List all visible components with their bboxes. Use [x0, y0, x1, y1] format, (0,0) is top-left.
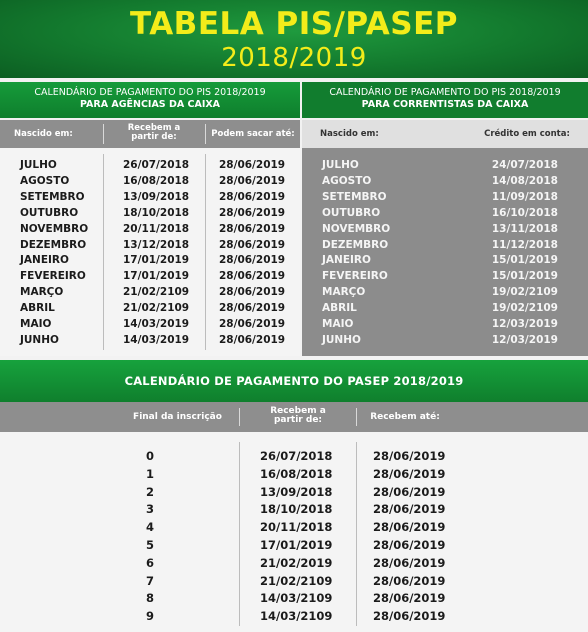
until-cell: 28/06/2019	[373, 591, 446, 606]
until-cell: 28/06/2019	[219, 318, 286, 330]
final-cell: 5	[145, 538, 154, 552]
table-row	[302, 270, 588, 286]
pis-correntistas-band	[302, 82, 588, 118]
from-cell: 18/10/2018	[260, 502, 333, 517]
until-cell: 28/06/2019	[373, 538, 446, 552]
credit-cell: 24/07/2018	[491, 159, 558, 171]
from-cell: 14/03/2019	[123, 318, 190, 330]
credit-cell: 15/01/2019	[491, 254, 558, 267]
until-cell: 28/06/2019	[373, 573, 446, 588]
col-receive	[106, 124, 202, 142]
col-born: Nascido em:	[14, 129, 73, 139]
from-cell: 20/11/2018	[260, 520, 333, 535]
divider	[356, 408, 357, 426]
month-cell: DEZEMBRO	[20, 238, 87, 251]
from-cell: 21/02/2109	[123, 286, 190, 299]
page-header	[0, 0, 588, 78]
month-cell: FEVEREIRO	[20, 270, 86, 283]
month-cell: JUNHO	[322, 333, 361, 346]
from-cell: 14/03/2109	[260, 591, 333, 606]
table-row	[302, 223, 588, 239]
final-cell: 2	[145, 484, 154, 499]
from-cell: 13/09/2018	[123, 190, 190, 203]
until-cell: 28/06/2019	[373, 466, 446, 481]
final-cell: 6	[145, 555, 154, 570]
pis-caixa-band	[0, 82, 300, 118]
until-cell: 28/06/2019	[219, 286, 286, 299]
final-cell: 4	[145, 520, 154, 535]
month-cell: NOVEMBRO	[20, 222, 89, 235]
table-row	[302, 239, 588, 255]
credit-cell: 19/02/2109	[491, 286, 558, 299]
until-cell: 28/06/2019	[373, 609, 446, 624]
until-cell: 28/06/2019	[373, 449, 446, 463]
month-cell: JUNHO	[20, 333, 59, 346]
pis-correntistas-table	[302, 148, 588, 356]
divider	[239, 408, 240, 426]
pasep-table	[0, 432, 588, 632]
table-row	[0, 334, 300, 350]
pasep-band: CALENDÁRIO DE PAGAMENTO DO PASEP 2018/2019	[0, 360, 588, 402]
from-cell: 13/12/2018	[123, 238, 190, 251]
month-cell: NOVEMBRO	[322, 222, 391, 235]
month-cell: OUTUBRO	[322, 206, 381, 219]
table-row	[0, 467, 588, 484]
table-row	[0, 191, 300, 207]
table-row	[0, 159, 300, 175]
table-row	[0, 556, 588, 573]
final-cell: 8	[145, 591, 154, 606]
pis-caixa-column-header	[0, 120, 300, 148]
until-cell: 28/06/2019	[373, 520, 446, 535]
month-cell: MAIO	[322, 318, 354, 330]
until-cell: 28/06/2019	[373, 502, 446, 517]
credit-cell: 11/09/2018	[491, 190, 558, 203]
table-row	[0, 538, 588, 555]
table-row	[302, 207, 588, 223]
col-receive-line2: partir de:	[131, 132, 177, 142]
month-cell: DEZEMBRO	[322, 238, 389, 251]
month-cell: SETEMBRO	[322, 190, 387, 203]
pis-correntistas-band-line1: CALENDÁRIO DE PAGAMENTO DO PIS 2018/2019	[329, 87, 561, 98]
col-receive-line2: partir de:	[273, 415, 323, 425]
table-row	[0, 609, 588, 626]
table-row	[0, 254, 300, 270]
table-row	[0, 286, 300, 302]
col-born: Nascido em:	[320, 129, 379, 139]
divider	[205, 124, 206, 144]
until-cell: 28/06/2019	[219, 254, 286, 267]
from-cell: 13/09/2018	[260, 484, 333, 499]
table-row	[302, 302, 588, 318]
from-cell: 26/07/2018	[260, 449, 333, 463]
final-cell: 3	[145, 502, 154, 517]
month-cell: JULHO	[322, 159, 359, 171]
from-cell: 14/03/2019	[123, 333, 190, 346]
until-cell: 28/06/2019	[219, 190, 286, 203]
credit-cell: 19/02/2109	[491, 302, 558, 315]
pis-caixa-table	[0, 148, 300, 356]
from-cell: 17/01/2019	[260, 538, 333, 552]
from-cell: 16/08/2018	[123, 174, 190, 187]
table-row	[302, 175, 588, 191]
until-cell: 28/06/2019	[219, 174, 286, 187]
pis-caixa-band-line2: PARA AGÊNCIAS DA CAIXA	[79, 99, 221, 110]
page-subtitle: 2018/2019	[221, 43, 367, 73]
table-row	[0, 207, 300, 223]
until-cell: 28/06/2019	[219, 333, 286, 346]
until-cell: 28/06/2019	[219, 206, 286, 219]
col-receive	[243, 407, 353, 425]
col-final: Final da inscrição	[133, 412, 222, 422]
col-credit: Crédito em conta:	[484, 129, 570, 139]
credit-cell: 12/03/2019	[491, 333, 558, 346]
month-cell: FEVEREIRO	[322, 270, 388, 283]
from-cell: 21/02/2109	[260, 573, 333, 588]
table-row	[0, 449, 588, 466]
from-cell: 16/08/2018	[260, 466, 333, 481]
table-row	[0, 175, 300, 191]
until-cell: 28/06/2019	[219, 222, 286, 235]
until-cell: 28/06/2019	[219, 238, 286, 251]
until-cell: 28/06/2019	[219, 159, 286, 171]
table-row	[302, 191, 588, 207]
pasep-column-header	[0, 402, 588, 432]
table-row	[0, 485, 588, 502]
table-row	[0, 223, 300, 239]
month-cell: JANEIRO	[20, 254, 69, 267]
until-cell: 28/06/2019	[219, 270, 286, 283]
col-receive-line1: Recebem a	[270, 406, 326, 416]
pis-correntistas-band-line2: PARA CORRENTISTAS DA CAIXA	[361, 99, 529, 110]
table-row	[0, 502, 588, 519]
from-cell: 21/02/2019	[260, 555, 333, 570]
from-cell: 21/02/2109	[123, 302, 190, 315]
month-cell: AGOSTO	[20, 174, 70, 187]
month-cell: SETEMBRO	[20, 190, 85, 203]
col-receive-line1: Recebem a	[127, 123, 181, 133]
month-cell: MARÇO	[322, 286, 366, 299]
page-title: TABELA PIS/PASEP	[129, 6, 459, 42]
table-row	[302, 286, 588, 302]
from-cell: 18/10/2018	[123, 206, 190, 219]
from-cell: 17/01/2019	[123, 254, 190, 267]
credit-cell: 11/12/2018	[491, 238, 558, 251]
credit-cell: 12/03/2019	[491, 318, 558, 330]
final-cell: 7	[145, 573, 154, 588]
table-row	[302, 334, 588, 350]
table-row	[0, 239, 300, 255]
credit-cell: 14/08/2018	[491, 174, 558, 187]
table-row	[0, 591, 588, 608]
month-cell: JANEIRO	[322, 254, 371, 267]
table-row	[302, 318, 588, 334]
until-cell: 28/06/2019	[373, 555, 446, 570]
table-row	[0, 318, 300, 334]
credit-cell: 13/11/2018	[491, 222, 558, 235]
month-cell: ABRIL	[322, 302, 357, 315]
table-row	[0, 574, 588, 591]
pis-correntistas-column-header	[302, 120, 588, 148]
month-cell: ABRIL	[20, 302, 55, 315]
month-cell: MAIO	[20, 318, 52, 330]
from-cell: 20/11/2018	[123, 222, 190, 235]
from-cell: 14/03/2109	[260, 609, 333, 624]
final-cell: 1	[145, 466, 154, 481]
col-withdraw: Podem sacar até:	[211, 129, 295, 139]
table-row	[302, 159, 588, 175]
table-row	[302, 254, 588, 270]
table-row	[0, 302, 300, 318]
credit-cell: 16/10/2018	[491, 206, 558, 219]
month-cell: AGOSTO	[322, 174, 372, 187]
month-cell: OUTUBRO	[20, 206, 79, 219]
month-cell: JULHO	[20, 159, 57, 171]
divider	[103, 124, 104, 144]
table-row	[0, 520, 588, 537]
until-cell: 28/06/2019	[373, 484, 446, 499]
col-until: Recebem até:	[370, 412, 440, 422]
from-cell: 17/01/2019	[123, 270, 190, 283]
final-cell: 0	[145, 449, 154, 463]
final-cell: 9	[145, 609, 154, 624]
until-cell: 28/06/2019	[219, 302, 286, 315]
pis-caixa-band-line1: CALENDÁRIO DE PAGAMENTO DO PIS 2018/2019	[34, 87, 266, 98]
month-cell: MARÇO	[20, 286, 64, 299]
from-cell: 26/07/2018	[123, 159, 190, 171]
table-row	[0, 270, 300, 286]
credit-cell: 15/01/2019	[491, 270, 558, 283]
